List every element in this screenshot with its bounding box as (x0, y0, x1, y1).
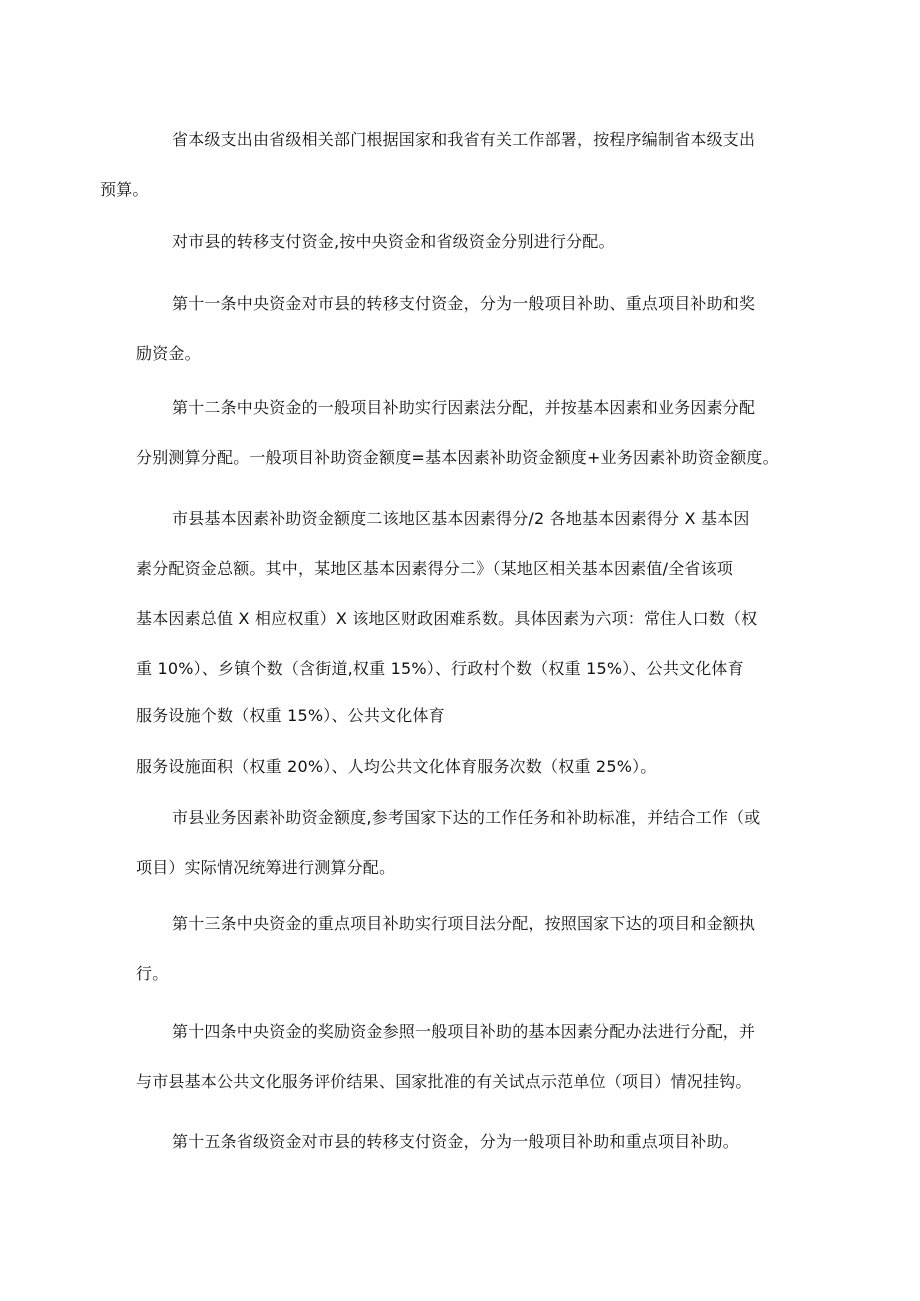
text-line: 项目）实际情况统筹进行测算分配。 (136, 858, 396, 877)
text-line: 重 10%）、乡镇个数（含街道,权重 15%）、行政村个数（权重 15%）、公共文化体育 (136, 659, 744, 678)
paragraph-article-15 (136, 1117, 786, 1167)
text-line: 素分配资金总额。其中，某地区基本因素得分二》（某地区相关基本因素值/全省该项 (136, 559, 733, 578)
paragraph-article-13 (136, 899, 786, 999)
text-line: 预算。 (100, 180, 149, 199)
text-line: 省本级支出由省级相关部门根据国家和我省有关工作部署，按程序编制省本级支出 (172, 130, 756, 149)
text-line: 第十二条中央资金的一般项目补助实行因素法分配，并按基本因素和业务因素分配 (172, 398, 756, 417)
paragraph-article-14 (136, 1007, 786, 1107)
text-line: 服务设施面积（权重 20%）、人均公共文化体育服务次数（权重 25%）。 (136, 757, 657, 776)
paragraph-basic-factor-formula (136, 494, 786, 796)
text-line: 第十三条中央资金的重点项目补助实行项目法分配，按照国家下达的项目和金额执 (172, 914, 756, 933)
text-line: 分别测算分配。一般项目补助资金额度=基本因素补助资金额度+业务因素补助资金额度。 (136, 448, 779, 467)
text-line: 对市县的转移支付资金,按中央资金和省级资金分别进行分配。 (172, 232, 615, 251)
paragraph-transfer-allocation (136, 217, 786, 267)
text-line: 第十一条中央资金对市县的转移支付资金，分为一般项目补助、重点项目补助和奖 (172, 294, 756, 313)
text-line: 服务设施个数（权重 15%）、公共文化体育 (136, 706, 445, 725)
paragraph-business-factor (136, 793, 786, 893)
text-line: 与市县基本公共文化服务评价结果、国家批准的有关试点示范单位（项目）情况挂钩。 (136, 1072, 752, 1091)
text-line: 第十四条中央资金的奖励资金参照一般项目补助的基本因素分配办法进行分配，并 (172, 1022, 756, 1041)
text-line: 行。 (136, 964, 169, 983)
text-line: 基本因素总值 X 相应权重）X 该地区财政困难系数。具体因素为六项：常住人口数（权 (136, 609, 758, 628)
text-line: 市县基本因素补助资金额度二该地区基本因素得分/2 各地基本因素得分 X 基本因 (172, 509, 750, 528)
paragraph-article-11 (136, 279, 786, 379)
paragraph-article-12 (136, 383, 786, 483)
text-line: 励资金。 (136, 344, 201, 363)
text-line: 市县业务因素补助资金额度,参考国家下达的工作任务和补助标准，并结合工作（或 (172, 808, 761, 827)
paragraph-provincial-expenditure (100, 115, 786, 215)
text-line: 第十五条省级资金对市县的转移支付资金，分为一般项目补助和重点项目补助。 (172, 1132, 740, 1151)
